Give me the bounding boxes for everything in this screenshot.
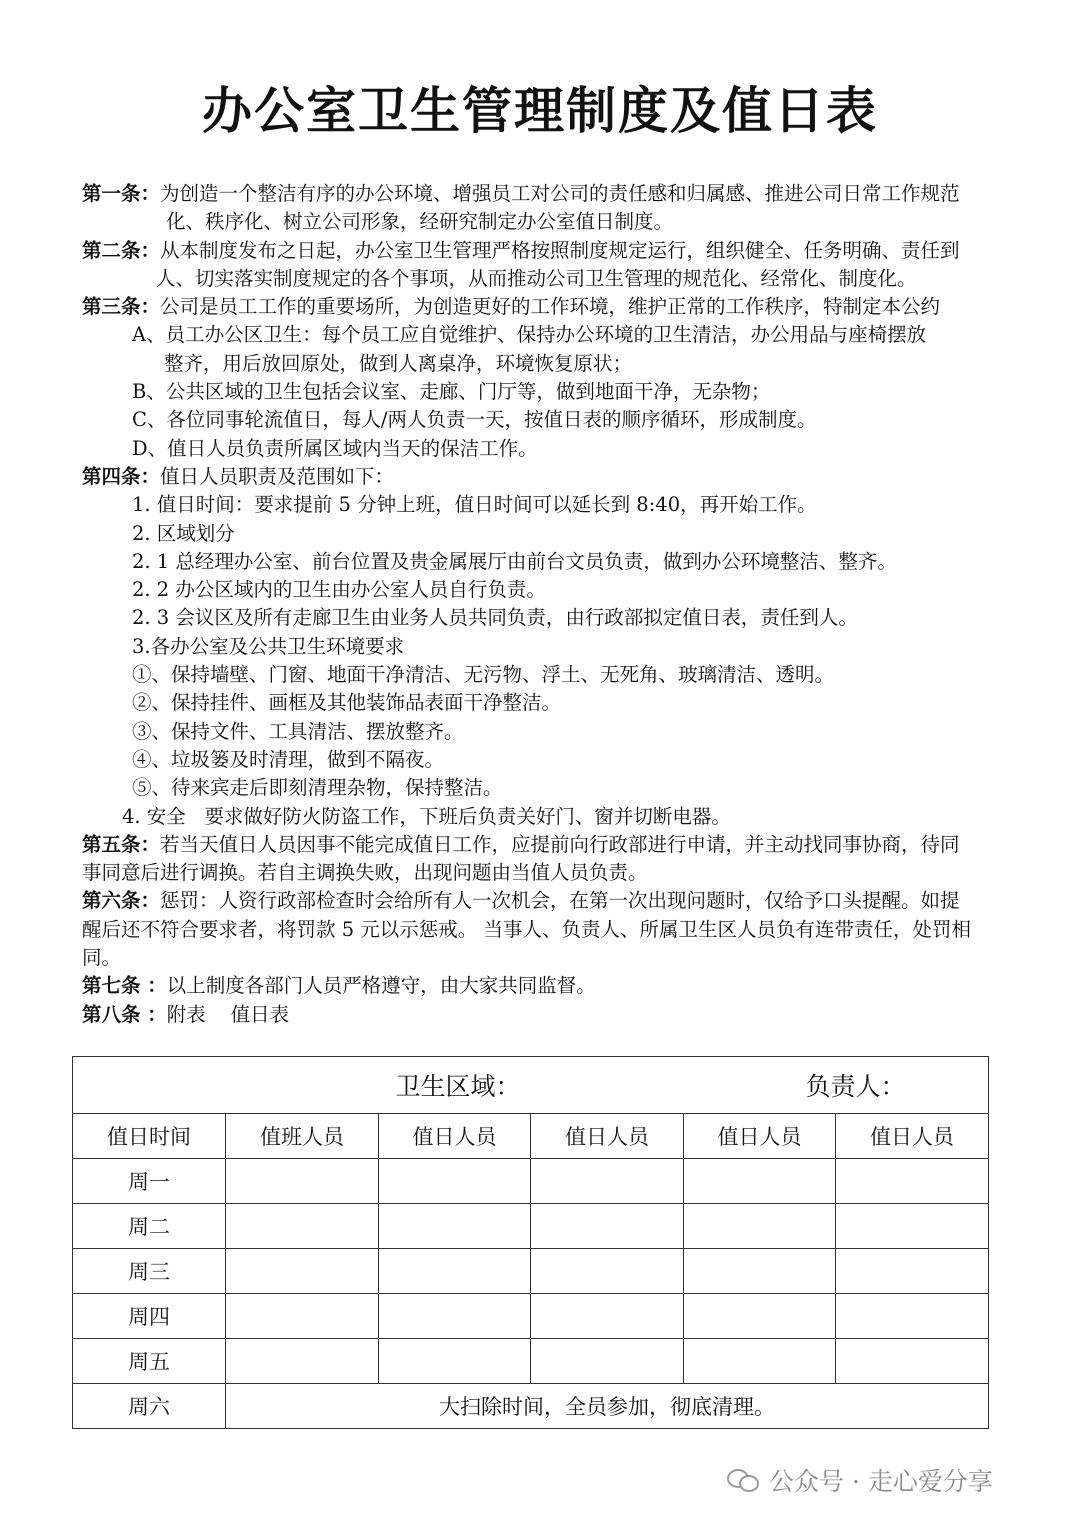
article-2: 第二条：从本制度发布之日起，办公室卫生管理严格按照制度规定运行，组织健全、任务明确、责任到 — [82, 238, 960, 262]
empty-cell — [379, 1294, 531, 1339]
list-item: A、员工办公区卫生：每个员工应自觉维护、保持办公环境的卫生清洁，办公用品与座椅摆放 — [132, 323, 927, 347]
article-label: 第八条 ： — [82, 1002, 167, 1026]
column-header-row — [73, 1114, 989, 1159]
article-label: 第六条： — [82, 889, 161, 913]
article-label: 第二条： — [82, 238, 161, 262]
column-header: 值班人员 — [226, 1114, 379, 1159]
empty-cell — [379, 1159, 531, 1204]
list-item: C、各位同事轮流值日，每人/两人负责一天，按值日表的顺序循环，形成制度。 — [132, 408, 817, 432]
article-3: 第三条：公司是员工工作的重要场所，为创造更好的工作环境，维护正常的工作秩序，特制定本公约 — [82, 295, 941, 319]
list-item: ①、保持墙壁、门窗、地面干净清洁、无污物、浮土、无死角、玻璃清洁、透明。 — [132, 663, 835, 687]
table-row — [73, 1339, 989, 1384]
empty-cell — [836, 1249, 989, 1294]
roster-header — [73, 1057, 989, 1114]
empty-cell — [226, 1204, 379, 1249]
table-row — [73, 1249, 989, 1294]
column-header: 值日人员 — [531, 1114, 684, 1159]
list-item: 4. 安全 要求做好防火防盗工作，下班后负责关好门、窗并切断电器。 — [122, 804, 731, 828]
list-item: 1. 值日时间：要求提前 5 分钟上班，值日时间可以延长到 8:40，再开始工作。 — [132, 493, 817, 517]
empty-cell — [531, 1159, 684, 1204]
list-item: 3.各办公室及公共卫生环境要求 — [132, 634, 405, 658]
column-header: 值日人员 — [684, 1114, 836, 1159]
empty-cell — [684, 1249, 836, 1294]
article-6: 第六条：惩罚：人资行政部检查时会给所有人一次机会，在第一次出现问题时，仅给予口头提醒。如提 — [82, 889, 960, 913]
column-header: 值日人员 — [836, 1114, 989, 1159]
empty-cell — [684, 1294, 836, 1339]
list-item: 整齐，用后放回原处，做到人离桌净，环境恢复原状； — [164, 351, 633, 375]
empty-cell — [226, 1339, 379, 1384]
table-row — [73, 1159, 989, 1204]
list-item: ②、保持挂件、画框及其他装饰品表面干净整洁。 — [132, 691, 562, 715]
empty-cell — [684, 1339, 836, 1384]
article-label: 第一条： — [82, 182, 161, 205]
watermark-text: 公众号 · 走心爱分享 — [769, 1467, 993, 1496]
saturday-note: 大扫除时间，全员参加，彻底清理。 — [226, 1384, 989, 1429]
empty-cell — [531, 1204, 684, 1249]
empty-cell — [836, 1339, 989, 1384]
empty-cell — [379, 1204, 531, 1249]
day-cell: 周二 — [73, 1204, 226, 1249]
regulation-body: 第一条：为创造一个整洁有序的办公环境、增强员工对公司的责任感和归属感、推进公司日常工作规范 化、秩序化、树立公司形象，经研究制定办公室值日制度。 第二条：从本制度发布之日起，办公室卫生管理严格按照制度规定运行，组织健全、任务明确、责任到 人、切实落实制度规定的各个事项，从而推动公司卫生管理的规范化、经常化、制度化。 第三条：公司是员工工作的重要场所，为创造更好的工作环境，维护正常的工作秩序，特制定本公约 A、员工办公区卫生：每个员工应自觉维护、保持办公环境的卫生清洁，办公用品与座椅摆放 整齐，用后放回原处，做到人离桌净，环境恢复原状； B、公共区域的卫生包括会议室、走廊、门厅等，做到地面干净，无杂物； C、各位同事轮流值日，每人/两人负责一天，按值日表的顺序循环，形成制度。 D、值日人员负责所属区域内当天的保洁工作。 第四条：值日人员职责及范围如下： 1. 值日时间：要求提前 5 分钟上班，值日时间可以延长到 8:40，再开始工作。 2. 区域划分 2. 1 总经理办公室、前台位置及贵金属展厅由前台文员负责，做到办公环境整洁、整齐。 2. 2 办公区域内的卫生由办公室人员自行负责。 2. 3 会议区及所有走廊卫生由业务人员共同负责，由行政部拟定值日表，责任到人。 3.各办公室及公共卫生环境要求 ①、保持墙壁、门窗、地面干净清洁、无污物、浮土、无死角、玻璃清洁、透明。 ②、保持挂件、画框及其他装饰品表面干净整洁。 ③、保持文件、工具清洁、摆放整齐。 ④、垃圾篓及时清理，做到不隔夜。 ⑤、待来宾走后即刻清理杂物，保持整洁。 4. 安全 要求做好防火防盗工作，下班后负责关好门、窗并切断电器。 第五条：若当天值日人员因事不能完成值日工作，应提前向行政部进行申请，并主动找同事协商，待同 事同意后进行调换。若自主调换失败，出现问题由当值人员负责。 第六条：惩罚：人资行政部检查时会给所有人一次机会，在第一次出现问题时，仅给予口头提醒。如提 醒后还不符合要求者，将罚款 5 元以示惩戒。 当事人、负责人、所属卫生区人员负有连带责任，处罚相 同。 第七条 ：以上制度各部门人员严格遵守，由大家共同监督。 第八条 ：附表 值日表 — [82, 180, 987, 1029]
article-1: 第一条：为创造一个整洁有序的办公环境、增强员工对公司的责任感和归属感、推进公司日常工作规范 — [82, 182, 960, 205]
list-item: ⑤、待来宾走后即刻清理杂物，保持整洁。 — [132, 776, 503, 800]
list-item: 2. 2 办公区域内的卫生由办公室人员自行负责。 — [132, 578, 546, 602]
empty-cell — [684, 1159, 836, 1204]
list-item: 2. 区域划分 — [132, 521, 235, 545]
day-cell: 周一 — [73, 1159, 226, 1204]
table-row — [73, 1204, 989, 1249]
empty-cell — [379, 1249, 531, 1294]
article-5: 第五条：若当天值日人员因事不能完成值日工作，应提前向行政部进行申请，并主动找同事协商，待同 — [82, 832, 960, 856]
empty-cell — [226, 1159, 379, 1204]
table-row — [73, 1384, 989, 1429]
article-label: 第七条 ： — [82, 974, 167, 998]
empty-cell — [531, 1249, 684, 1294]
empty-cell — [226, 1294, 379, 1339]
list-item: D、值日人员负责所属区域内当天的保洁工作。 — [132, 436, 538, 460]
day-cell: 周四 — [73, 1294, 226, 1339]
owner-label: 负责人： — [805, 1072, 906, 1101]
article-4: 第四条：值日人员职责及范围如下： — [82, 464, 395, 488]
empty-cell — [531, 1339, 684, 1384]
empty-cell — [531, 1294, 684, 1339]
day-cell: 周五 — [73, 1339, 226, 1384]
article-8: 第八条 ：附表 值日表 — [82, 1002, 290, 1026]
article-label: 第四条： — [82, 464, 161, 488]
empty-cell — [836, 1294, 989, 1339]
article-label: 第五条： — [82, 832, 161, 856]
wechat-icon — [727, 1467, 761, 1493]
column-header: 值日人员 — [379, 1114, 531, 1159]
article-label: 第三条： — [82, 295, 161, 319]
article-7: 第七条 ：以上制度各部门人员严格遵守，由大家共同监督。 — [82, 974, 596, 998]
empty-cell — [379, 1339, 531, 1384]
column-header: 值日时间 — [73, 1114, 226, 1159]
empty-cell — [836, 1204, 989, 1249]
list-item: 2. 1 总经理办公室、前台位置及贵金属展厅由前台文员负责，做到办公环境整洁、整齐。 — [132, 549, 897, 573]
empty-cell — [226, 1249, 379, 1294]
day-cell: 周三 — [73, 1249, 226, 1294]
list-item: ③、保持文件、工具清洁、摆放整齐。 — [132, 719, 464, 743]
list-item: B、公共区域的卫生包括会议室、走廊、门厅等，做到地面干净，无杂物； — [132, 380, 771, 404]
watermark — [727, 1462, 993, 1498]
day-cell: 周六 — [73, 1384, 226, 1429]
page-title: 办公室卫生管理制度及值日表 — [202, 82, 878, 140]
empty-cell — [684, 1204, 836, 1249]
list-item: ④、垃圾篓及时清理，做到不隔夜。 — [132, 747, 445, 771]
area-label: 卫生区域： — [395, 1072, 521, 1101]
empty-cell — [836, 1159, 989, 1204]
table-row — [73, 1294, 989, 1339]
duty-roster-table — [72, 1056, 989, 1429]
list-item: 2. 3 会议区及所有走廊卫生由业务人员共同负责，由行政部拟定值日表，责任到人。 — [132, 606, 858, 630]
